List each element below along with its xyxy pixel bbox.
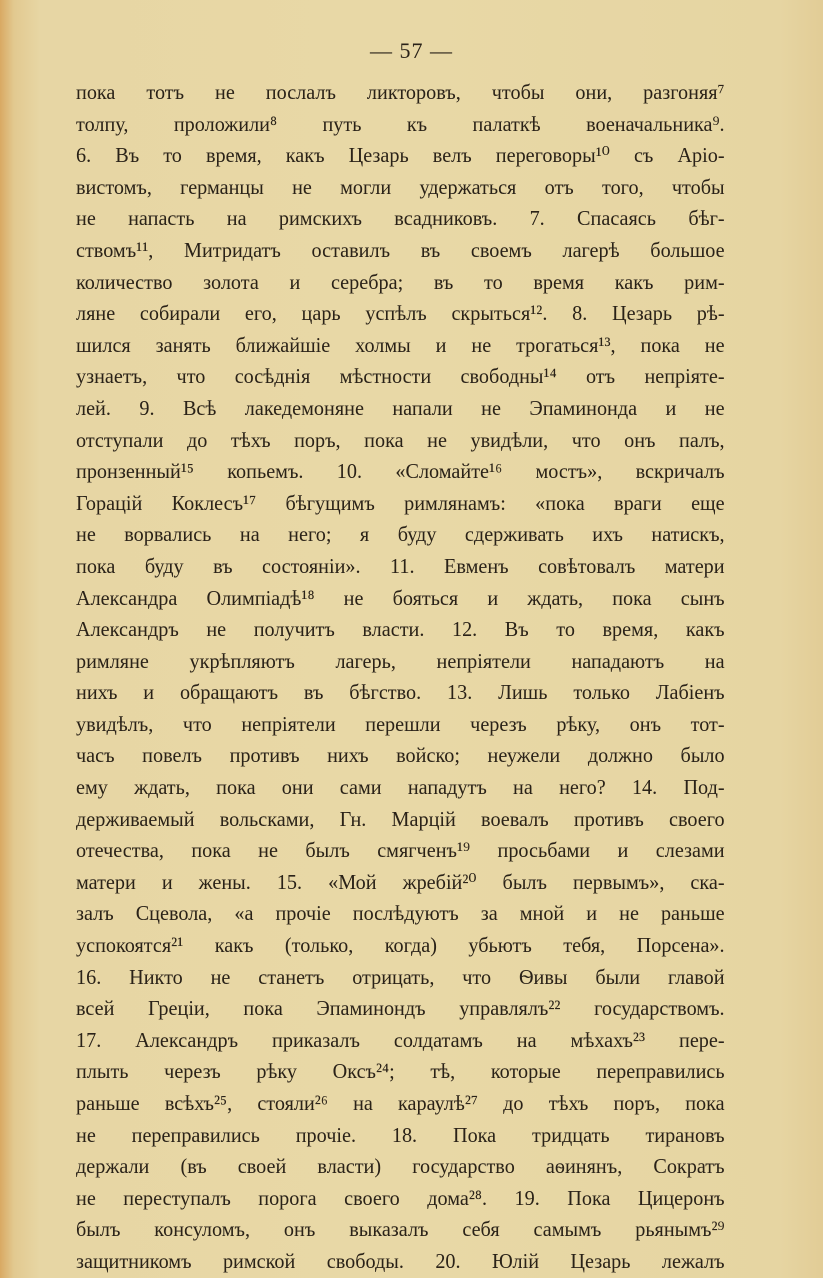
- text-line: былъ консуломъ, онъ выказалъ себя самымъ рьянымъ²⁹: [76, 1217, 725, 1242]
- text-line: защитникомъ римской свободы. 20. Юлій Цезарь лежалъ: [76, 1248, 725, 1273]
- text-line: толпу, проложили⁸ путь къ палаткѣ военачальника⁹.: [76, 111, 725, 136]
- page-number: — 57 —: [370, 38, 453, 63]
- text-line: Александра Олимпіадѣ¹⁸ не бояться и ждать, пока сынъ: [76, 585, 725, 610]
- text-line: залъ Сцевола, «а прочіе послѣдуютъ за мной и не раньше: [76, 901, 725, 926]
- text-line: ему ждать, пока они сами нападутъ на него? 14. Под-: [76, 775, 725, 800]
- text-line: успокоятся²¹ какъ (только, когда) убьютъ тебя, Порсена».: [76, 933, 725, 958]
- text-line: ляне собирали его, царь успѣлъ скрыться¹². 8. Цезарь рѣ-: [76, 301, 725, 326]
- text-line: держиваемый вольсками, Гн. Марцій воевалъ противъ своего: [76, 806, 725, 831]
- body-text: [76, 77, 724, 1278]
- text-line: отечества, пока не былъ смягченъ¹⁹ просьбами и слезами: [76, 838, 725, 863]
- text-line: всей Греціи, пока Эпаминондъ управлялъ²² государствомъ.: [76, 996, 725, 1021]
- text-line: увидѣлъ, что непріятели перешли черезъ рѣку, онъ тот-: [76, 711, 725, 736]
- text-line: не переправились прочіе. 18. Пока тридцать тирановъ: [76, 1122, 725, 1147]
- text-line: узнаетъ, что сосѣднія мѣстности свободны¹⁴ отъ непріяте-: [76, 364, 725, 389]
- text-line: Александръ не получитъ власти. 12. Въ то время, какъ: [76, 617, 725, 642]
- text-line: 6. Въ то время, какъ Цезарь велъ переговоры¹⁰ съ Аріо-: [76, 143, 725, 168]
- text-line: не переступалъ порога своего дома²⁸. 19. Пока Цицеронъ: [76, 1185, 725, 1210]
- text-line: отступали до тѣхъ поръ, пока не увидѣли, что онъ палъ,: [76, 427, 725, 452]
- text-line: держали (въ своей власти) государство аѳинянъ, Сократъ: [76, 1154, 725, 1179]
- text-line: пока буду въ состояніи». 11. Евменъ совѣтовалъ матери: [76, 553, 725, 578]
- text-line: матери и жены. 15. «Мой жребій²⁰ былъ первымъ», ска-: [76, 869, 725, 894]
- text-line: нихъ и обращаютъ въ бѣгство. 13. Лишь только Лабіенъ: [76, 680, 725, 705]
- text-line: шился занять ближайшіе холмы и не трогаться¹³, пока не: [76, 332, 725, 357]
- text-line: 16. Никто не станетъ отрицать, что Ѳивы были главой: [76, 964, 725, 989]
- text-line: не напасть на римскихъ всадниковъ. 7. Спасаясь бѣг-: [76, 206, 725, 231]
- text-line: пока тотъ не послалъ ликторовъ, чтобы они, разгоняя⁷: [76, 80, 725, 104]
- text-line: 17. Александръ приказалъ солдатамъ на мѣхахъ²³ пере-: [76, 1027, 725, 1052]
- text-line: Горацій Коклесъ¹⁷ бѣгущимъ римлянамъ: «пока враги еще: [76, 490, 725, 515]
- text-line: римляне укрѣпляютъ лагерь, непріятели нападаютъ на: [76, 648, 725, 673]
- text-line: количество золота и серебра; въ то время какъ рим-: [76, 269, 725, 294]
- text-line: вистомъ, германцы не могли удержаться отъ того, чтобы: [76, 174, 725, 199]
- text-line: не ворвались на него; я буду сдерживать ихъ натискъ,: [76, 522, 725, 547]
- text-line: раньше всѣхъ²⁵, стояли²⁶ на караулѣ²⁷ до тѣхъ поръ, пока: [76, 1091, 725, 1115]
- text-line: лей. 9. Всѣ лакедемоняне напали не Эпаминонда и не: [76, 395, 725, 420]
- text-line: плыть черезъ рѣку Оксъ²⁴; тѣ, которые переправились: [76, 1059, 725, 1084]
- text-line: пронзенный¹⁵ копьемъ. 10. «Сломайте¹⁶ мостъ», вскричалъ: [76, 459, 725, 484]
- text-line: часъ повелъ противъ нихъ войско; неужели должно было: [76, 743, 725, 768]
- text-line: ствомъ¹¹, Митридатъ оставилъ въ своемъ лагерѣ большое: [76, 237, 725, 262]
